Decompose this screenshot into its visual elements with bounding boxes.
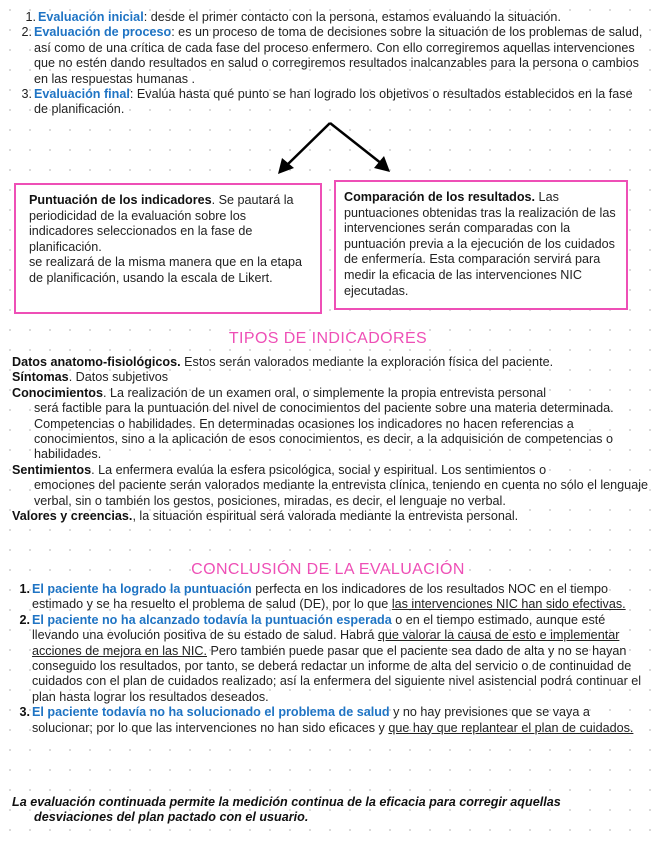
type-title: Sentimientos — [12, 462, 92, 477]
type-text: . La enfermera evalúa la esfera psicológica, social y espiritual. Los sentimientos o — [91, 462, 547, 477]
box-title: Comparación de los resultados. — [344, 190, 536, 204]
evaluation-step — [12, 25, 646, 87]
step-number: 1. — [25, 10, 36, 24]
step-text: : desde el primer contacto con la persona, estamos evaluando la situación. — [143, 10, 561, 24]
conclusion-text: y no hay previsiones que se vaya a solucionar; por lo que las intervenciones no han sido eficaces y — [32, 705, 590, 735]
conclusion-text: o en el tiempo estimado, aunque esté llevando una evolución positiva de su estado de salud. Habrá — [32, 612, 606, 643]
conclusion-list — [12, 582, 646, 736]
step-number: 3. — [21, 87, 32, 102]
step-number: 2. — [21, 25, 32, 40]
conclusion-number: 3. — [19, 705, 30, 720]
conclusion-underlined: que valorar la causa de esto e implementar acciones de mejora en las NIC. — [32, 628, 620, 658]
type-item — [12, 463, 648, 478]
type-text: Estos serán valorados mediante la exploración física del paciente. — [180, 355, 554, 369]
step-title: Evaluación final — [34, 87, 130, 102]
conclusion-text: Pero también puede pasar que el paciente sea dado de alta y no se hayan conseguido los resultados, por tanto, se deberá redactar un informe de alta del servicio o de continuidad de cuidados con el plan de cuidados realizado; así la enfermera del siguiente nivel asistencial podrá continuar el plan hasta lograr los resultados deseados. — [32, 643, 642, 704]
step-text: : Evalúa hasta qué punto se han logrado los objetivos o resultados establecidos en la fase de planificación. — [34, 87, 633, 117]
conclusion-item — [12, 582, 646, 613]
conclusion-title: El paciente ha logrado la puntuación — [32, 582, 252, 596]
split-arrows-icon — [270, 118, 400, 178]
results-comparison-box — [334, 180, 628, 310]
conclusion-title: El paciente no ha alcanzado todavía la puntuación esperada — [32, 612, 392, 627]
conclusion-number: 1. — [19, 582, 30, 596]
type-item — [12, 509, 648, 524]
evaluation-step — [12, 87, 646, 118]
type-title: Conocimientos — [12, 385, 103, 400]
conclusion-underlined: que hay que replantear el plan de cuidados. — [388, 720, 634, 735]
conclusion-item — [12, 705, 646, 736]
conclusion-underlined: las intervenciones NIC han sido efectivas. — [391, 597, 626, 612]
conclusion-text: perfecta en los indicadores de los resultados NOC en el tiempo estimado y se ha resuelto el problema de salud (DE), por lo que — [32, 582, 609, 612]
step-title: Evaluación inicial — [38, 10, 144, 24]
type-text: , la situación espiritual será valorada mediante la entrevista personal. — [132, 509, 519, 524]
evaluation-steps-list — [12, 10, 646, 118]
type-item — [12, 370, 648, 385]
conclusion-item — [12, 613, 646, 705]
type-title: Síntomas — [12, 370, 69, 385]
step-title: Evaluación de proceso — [34, 25, 172, 40]
type-title: Valores y creencias. — [12, 509, 133, 524]
indicator-types — [12, 355, 648, 524]
type-item — [12, 386, 648, 401]
final-statement — [12, 795, 646, 826]
final-line: desviaciones del plan pactado con el usuario. — [34, 810, 309, 825]
box-text: Las puntuaciones obtenidas tras la realización de las intervenciones serán comparadas con la puntuación previa a la ejecución de los cuidados de enfermería. Esta comparación servirá para medir la eficacia de las intervenciones NIC ejecutadas. — [344, 190, 616, 298]
conclusion-number: 2. — [19, 612, 30, 627]
box-title: Puntuación de los indicadores — [29, 193, 212, 207]
final-line: La evaluación continuada permite la medición continua de la eficacia para corregir aquellas — [12, 795, 561, 809]
conclusion-heading: CONCLUSIÓN DE LA EVALUACIÓN — [191, 561, 465, 578]
box-text-2: se realizará de la misma manera que en la etapa de planificación, usando la escala de Likert. — [29, 255, 303, 285]
type-text: . Datos subjetivos — [68, 370, 169, 385]
type-title: Datos anatomo-fisiológicos. — [12, 355, 181, 369]
type-continuation: emociones del paciente serán valorados mediante la entrevista clínica, teniendo en cuenta no sólo el lenguaje verbal, sin o también los gestos, posiciones, miradas, es decir, el lenguaje no verbal. — [34, 478, 648, 508]
conclusion-title: El paciente todavía no ha solucionado el problema de salud — [32, 705, 390, 720]
step-text: : es un proceso de toma de decisiones sobre la situación de los problemas de salud, así como de una crítica de cada fase del proceso enfermero. Con ello corregiremos aquellas intervenciones que no estén dando resultados en salud o corregiremos resultados inalcanzables para la persona o cambios en las respuestas humanas . — [34, 25, 643, 86]
indicator-score-box — [14, 183, 322, 314]
type-text: . La realización de un examen oral, o simplemente la propia entrevista personal — [102, 385, 547, 400]
box-text: . Se pautará la periodicidad de la evaluación sobre los indicadores seleccionados en la fase de planificación. — [29, 193, 294, 254]
type-item — [12, 355, 648, 370]
evaluation-step — [12, 10, 646, 25]
type-continuation: será factible para la puntuación del nivel de conocimientos del paciente sobre una materia determinada. Competencias o habilidades. En determinadas ocasiones los indicadores no hacen referencias a conocimientos, sino a la aplicación de esos conocimientos, es decir, a la adquisición de competencias o habilidades. — [34, 401, 614, 462]
types-heading: TIPOS DE INDICADORES — [228, 330, 428, 347]
